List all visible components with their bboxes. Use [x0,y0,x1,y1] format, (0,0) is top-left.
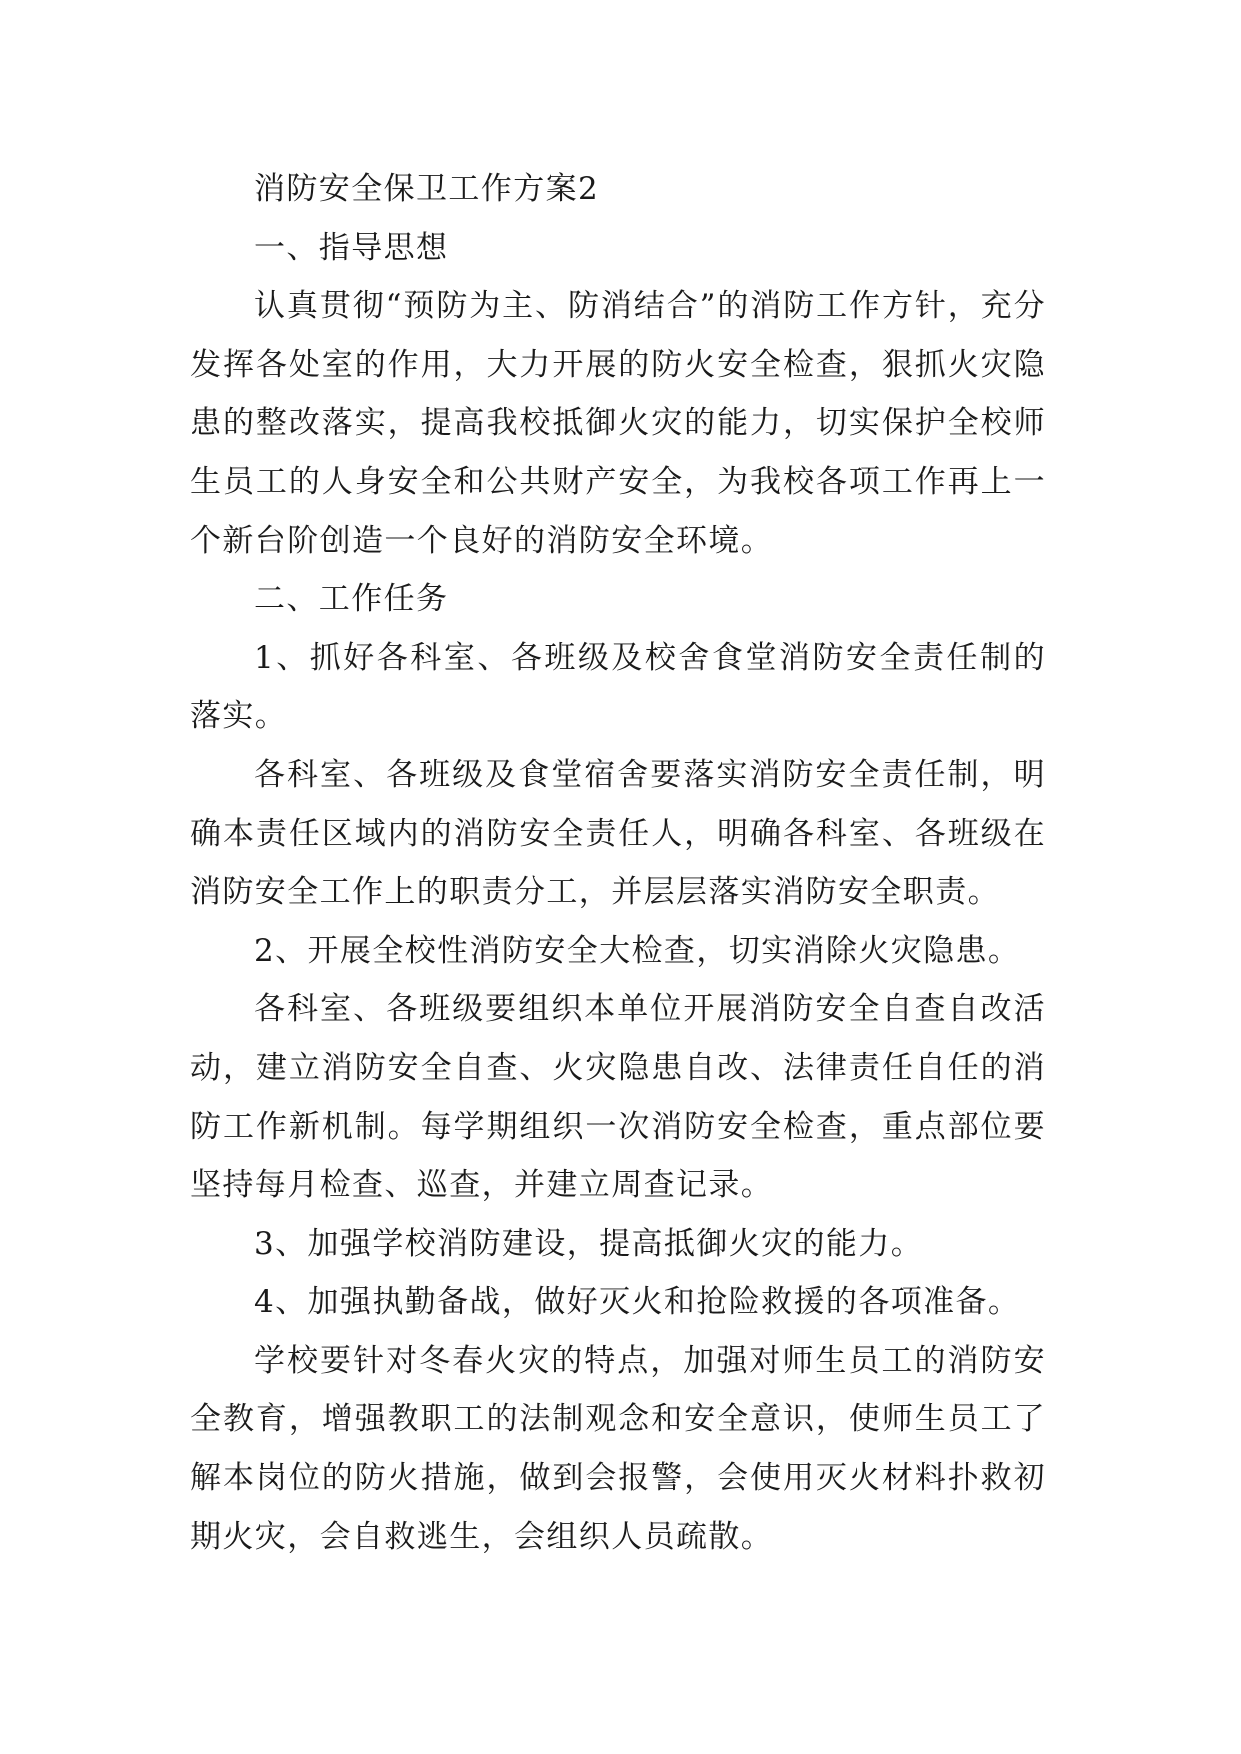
body-paragraph: 学校要针对冬春火灾的特点，加强对师生员工的消防安全教育，增强教职工的法制观念和安全意识，使师生员工了解本岗位的防火措施，做到会报警，会使用灭火材料扑救初期火灾，会自救逃生，会组织人员疏散。 [190,1342,1046,1555]
task-item-3: 3、加强学校消防建设，提高抵御火灾的能力。 [254,1225,924,1262]
task-item-2: 2、开展全校性消防安全大检查，切实消除火灾隐患。 [254,932,1021,969]
section-heading-work-tasks: 二、工作任务 [254,581,449,618]
section-heading-guiding-ideology: 一、指导思想 [254,229,449,266]
body-paragraph: 认真贯彻“预防为主、防消结合”的消防工作方针，充分发挥各处室的作用，大力开展的防火安全检查，狠抓火灾隐患的整改落实，提高我校抵御火灾的能力，切实保护全校师生员工的人身安全和公共财产安全，为我校各项工作再上一个新台阶创造一个良好的消防安全环境。 [190,288,1046,559]
body-paragraph: 各科室、各班级要组织本单位开展消防安全自查自改活动，建立消防安全自查、火灾隐患自改、法律责任自任的消防工作新机制。每学期组织一次消防安全检查，重点部位要坚持每月检查、巡查，并建立周查记录。 [190,991,1046,1204]
task-item-4: 4、加强执勤备战，做好灭火和抢险救援的各项准备。 [254,1284,1021,1321]
document-body [190,160,1046,1566]
body-paragraph: 各科室、各班级及食堂宿舍要落实消防安全责任制，明确本责任区域内的消防安全责任人，明确各科室、各班级在消防安全工作上的职责分工，并层层落实消防安全职责。 [190,756,1046,911]
task-item-1: 1、抓好各科室、各班级及校舍食堂消防安全责任制的落实。 [190,639,1046,735]
document-title: 消防安全保卫工作方案2 [254,171,600,207]
